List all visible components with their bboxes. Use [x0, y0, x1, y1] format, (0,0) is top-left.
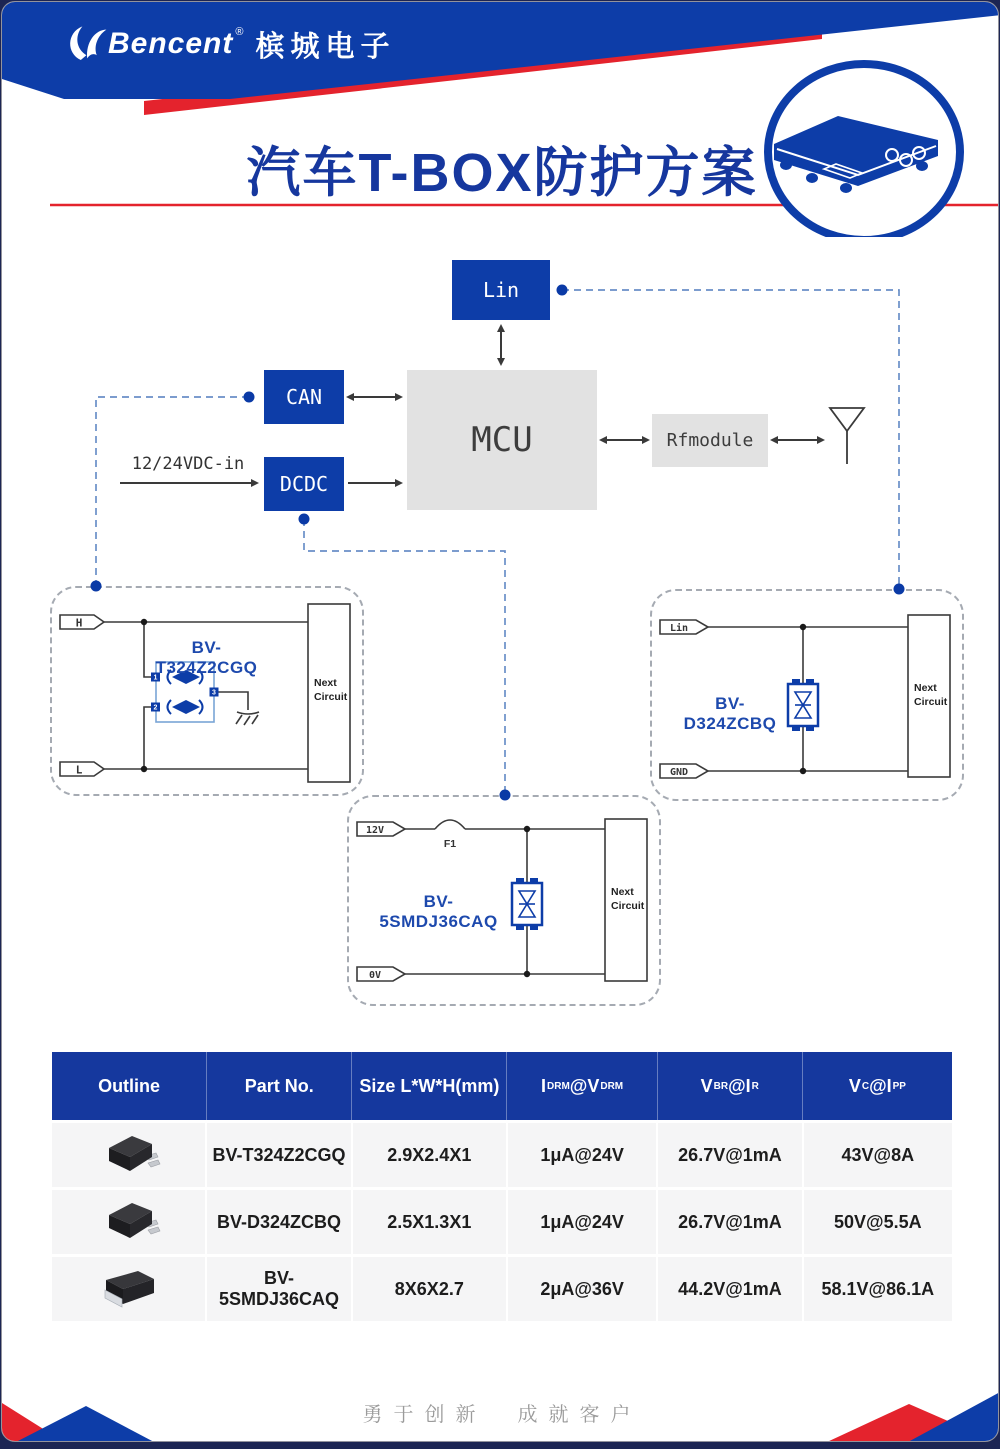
svg-text:1: 1	[153, 674, 158, 682]
corner-decoration-left	[2, 1384, 232, 1442]
next-circuit-label: Next Circuit	[611, 886, 645, 913]
block-can: CAN	[264, 370, 344, 424]
sot23-package-photo	[96, 1130, 162, 1180]
col-header-idrm: I DRM @V DRM	[506, 1052, 656, 1120]
table-row	[52, 1190, 952, 1254]
block-dcdc: DCDC	[264, 457, 344, 511]
col-header-vc: V C @I PP	[802, 1052, 952, 1120]
table-row	[52, 1123, 952, 1187]
block-rfmodule: Rfmodule	[652, 414, 768, 467]
corner-decoration-right	[800, 1384, 999, 1442]
vc: 43V@8A	[802, 1123, 952, 1187]
sot23-package-photo	[96, 1197, 162, 1247]
logo-text: Bencent	[108, 27, 234, 60]
vc: 58.1V@86.1A	[802, 1257, 952, 1321]
block-lin: Lin	[452, 260, 550, 320]
input-tag-gnd: GND	[669, 767, 689, 778]
fuse-label: F1	[443, 838, 457, 850]
outline-cell	[52, 1123, 205, 1187]
idrm: 1μA@24V	[506, 1123, 656, 1187]
input-tag-l: L	[75, 763, 83, 777]
idrm: 1μA@24V	[506, 1190, 656, 1254]
circuit-panel-power	[347, 795, 661, 1006]
part-number-label: BV-5SMDJ36CAQ	[379, 892, 498, 931]
parts-table	[52, 1052, 952, 1321]
next-circuit-label: Next Circuit	[314, 677, 348, 704]
brand-logo	[60, 18, 395, 70]
col-header-size: Size L*W*H(mm)	[351, 1052, 506, 1120]
table-header-row	[52, 1052, 952, 1120]
part-number-label: BV-D324ZCBQ	[683, 694, 777, 733]
size: 8X6X2.7	[351, 1257, 506, 1321]
outline-cell	[52, 1257, 205, 1321]
input-tag-h: H	[75, 616, 83, 630]
vbr: 26.7V@1mA	[656, 1190, 801, 1254]
svg-text:2: 2	[153, 704, 158, 712]
tvs-diode-symbol	[512, 878, 542, 930]
bencent-swoosh-icon	[60, 18, 108, 70]
part-no: BV-T324Z2CGQ	[205, 1123, 350, 1187]
next-circuit-label: Next Circuit	[914, 682, 948, 709]
circuit-panel-lin	[650, 589, 964, 801]
vc: 50V@5.5A	[802, 1190, 952, 1254]
part-no: BV-5SMDJ36CAQ	[205, 1257, 350, 1321]
ground-icon	[236, 712, 259, 725]
smc-package-photo	[94, 1263, 164, 1315]
vbr: 44.2V@1mA	[656, 1257, 801, 1321]
idrm: 2μA@36V	[506, 1257, 656, 1321]
circuit-panel-can	[50, 586, 364, 796]
input-tag-0v: 0V	[368, 970, 382, 981]
registered-mark: ®	[235, 26, 244, 38]
col-header-vbr: V BR @I R	[657, 1052, 802, 1120]
brochure-page	[1, 1, 999, 1442]
page-title: 汽车T-BOX防护方案	[246, 143, 758, 203]
antenna-icon	[830, 408, 864, 464]
vbr: 26.7V@1mA	[656, 1123, 801, 1187]
footer-slogan: 勇于创新 成就客户	[362, 1404, 642, 1426]
block-mcu: MCU	[407, 370, 597, 510]
input-tag-12v: 12V	[365, 825, 385, 836]
tvs-diode-symbol	[788, 679, 818, 731]
fuse-icon	[435, 820, 465, 829]
input-tag-lin: Lin	[669, 623, 689, 634]
size: 2.9X2.4X1	[351, 1123, 506, 1187]
svg-text:3: 3	[212, 689, 216, 697]
part-no: BV-D324ZCBQ	[205, 1190, 350, 1254]
col-header-outline: Outline	[98, 1075, 161, 1096]
col-header-part: Part No.	[206, 1052, 351, 1120]
size: 2.5X1.3X1	[351, 1190, 506, 1254]
logo-chinese-text: 槟城电子	[255, 30, 396, 63]
part-number-label: BV-T324Z2CGQ	[155, 638, 258, 677]
table-row	[52, 1257, 952, 1321]
outline-cell	[52, 1190, 205, 1254]
vdc-input-label: 12/24VDC-in	[131, 454, 245, 474]
